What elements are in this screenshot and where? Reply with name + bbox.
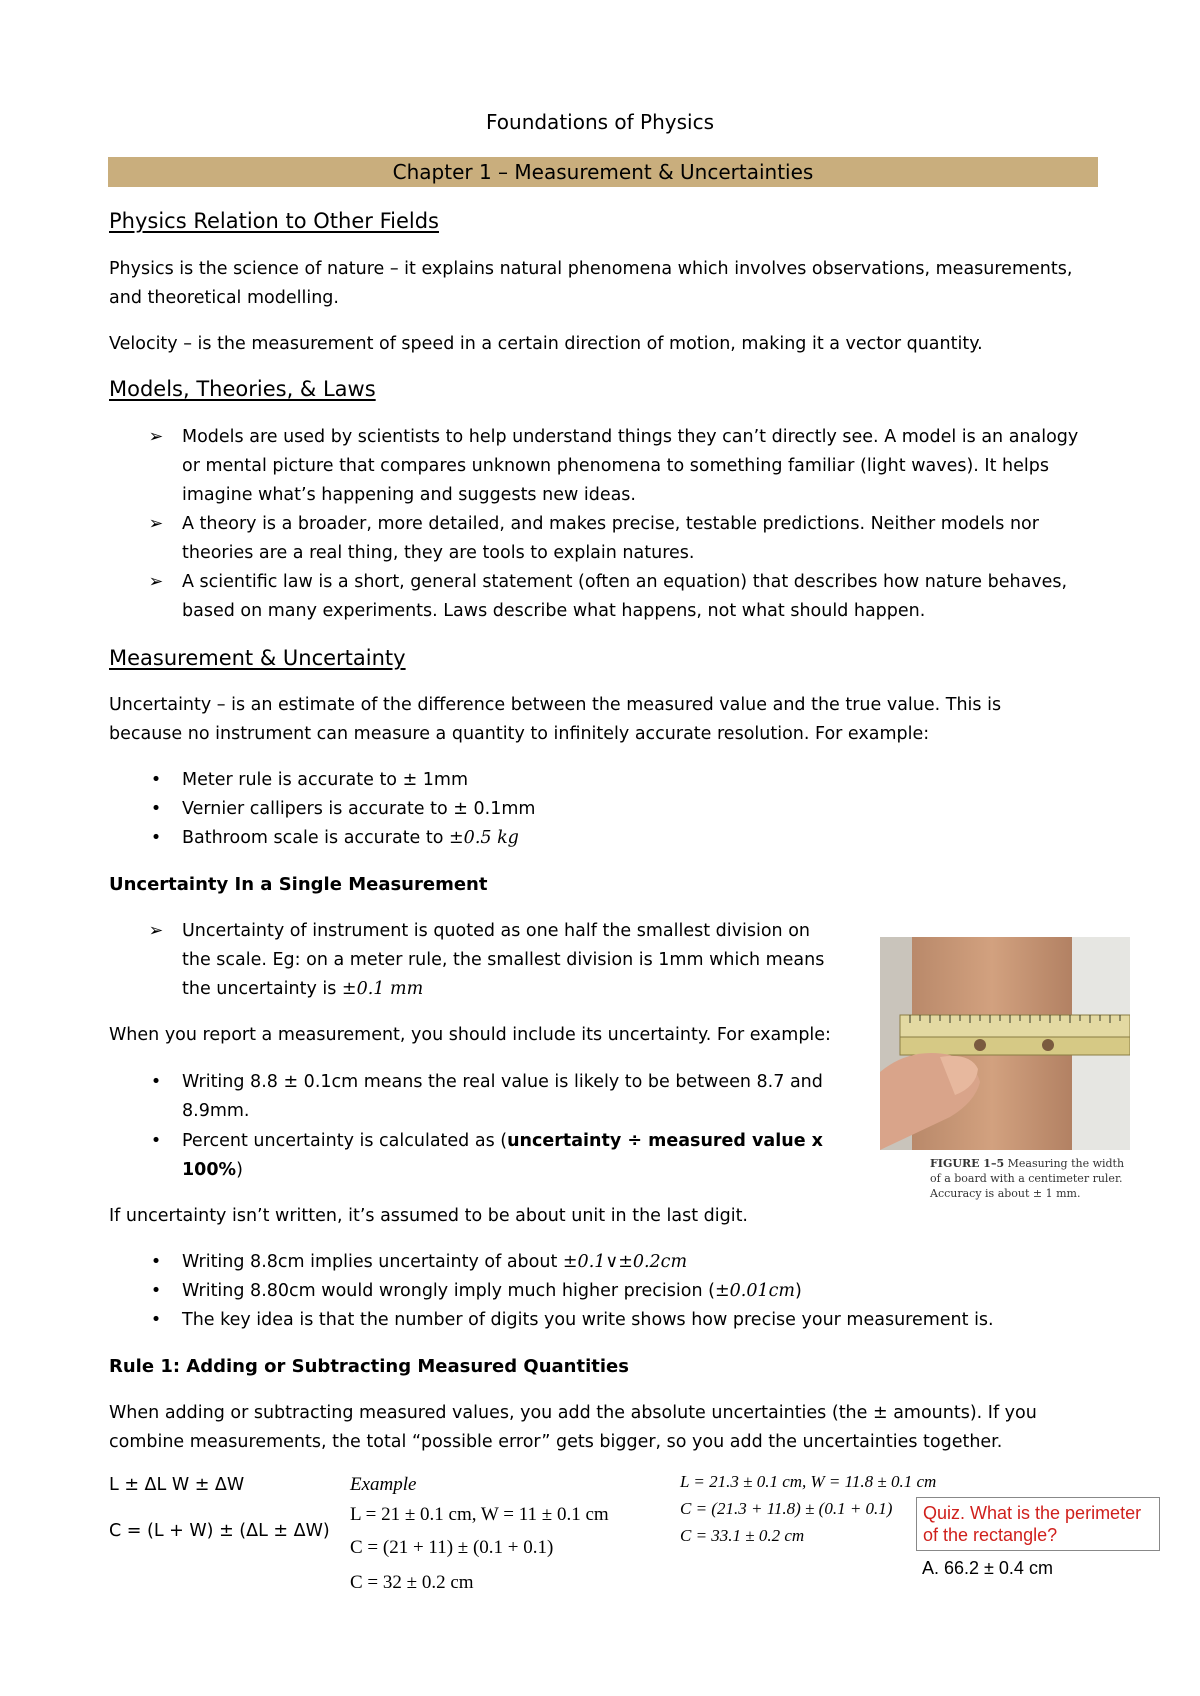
paragraph-uncertainty-l1: Uncertainty – is an estimate of the difference between the measured value and the true value. This is bbox=[109, 695, 1002, 715]
arrow-bullet-icon: ➢ bbox=[148, 427, 164, 447]
example-label: Example bbox=[350, 1474, 417, 1495]
bullet-dot-icon: • bbox=[150, 1310, 162, 1330]
heading-physics-relation: Physics Relation to Other Fields bbox=[109, 209, 439, 233]
bullet-dot-icon: • bbox=[150, 828, 162, 848]
formula-combined: C = (L + W) ± (ΔL ± ΔW) bbox=[109, 1521, 330, 1541]
figure-caption: FIGURE 1–5 Measuring the width of a board with a centimeter ruler. Accuracy is about ± 1 mm. bbox=[930, 1157, 1125, 1200]
bullet-dot-icon: • bbox=[150, 1072, 162, 1092]
paragraph-velocity: Velocity – is the measurement of speed in a certain direction of motion, making it a vector quantity. bbox=[109, 334, 983, 354]
example-line-2: C = (21 + 11) ± (0.1 + 0.1) bbox=[350, 1537, 554, 1558]
quiz-given-line-1: L = 21.3 ± 0.1 cm, W = 11.8 ± 0.1 cm bbox=[680, 1472, 937, 1491]
document-title: Foundations of Physics bbox=[485, 110, 715, 134]
document-page: Foundations of Physics Chapter 1 – Measurement & Uncertainties Physics Relation to Other Fields Physics is the science of nature – it explains natural phenomena which involves observations, measurements, and theoretical modelling. Velocity – is the measurement of speed in a certain direction of motion, making it a vector quantity. Models, Theories, & Laws ➢ Models are used by scientists to help understand things they can’t directly see. A model is an analogy or mental picture that compares unknown phenomena to something familiar (light waves). It helps imagine what’s happening and suggests new ideas. ➢ A theory is a broader, more detailed, and makes precise, testable predictions. Neither models nor theories are a real thing, they are tools to explain natures. ➢ A scientific law is a short, general statement (often an equation) that describes how nature behaves, based on many experiments. Laws describe what happens, not what should happen. Measurement & Uncertainty Uncertainty – is an estimate of the difference between the measured value and the true value. This is because no instrument can measure a quantity to infinitely accurate resolution. For example: • Meter rule is accurate to ± 1mm • Vernier callipers is accurate to ± 0.1mm • Bathroom scale is accurate to ±0.5 kg Uncertainty In a Single Measurement ➢ Uncertainty of instrument is quoted as one half the smallest division on the scale. Eg: on a meter rule, the smallest division is 1mm which means the uncertainty is ±0.1 mm When you report a measurement, you should include its uncertainty. For example: • Writing 8.8 ± 0.1cm means the real value is likely to be between 8.7 and 8.9mm. • Percent uncertainty is calculated as (uncertainty ÷ measured value x 100%) If uncertainty isn’t written, it’s assumed to be about unit in the last digit. • Writing 8.8cm implies uncertainty of about ±0.1∨±0.2cm • Writing 8.80cm would wrongly imply much higher precision (±0.01cm) • The key idea is that the number of digits you write shows how precise your measurement is. FIGURE 1–5 Measuring the width of a board with a centimeter ruler. Accuracy is about ± 1 mm. Rule 1: Adding or Subtracting Measured Quantities When adding or subtracting measured values, you add the absolute uncertainties (the ± amounts). If you combine measurements, the total “possible error” gets bigger, so you add the uncertainties together. L ± ΔL W ± ΔW C = (L + W) ± (ΔL ± ΔW) Example L = 21 ± 0.1 cm, W = 11 ± 0.1 cm C = (21 + 11) ± (0.1 + 0.1) C = 32 ± 0.2 cm L = 21.3 ± 0.1 cm, W = 11.8 ± 0.1 cm C = (21.3 + 11.8) ± (0.1 + 0.1) C = 33.1 ± 0.2 cm Quiz. What is the perimeter of the rectangle? A. 66.2 ± 0.4 cm bbox=[0, 0, 1200, 1696]
formula-variables: L ± ΔL W ± ΔW bbox=[109, 1475, 245, 1495]
bullet-dot-icon: • bbox=[150, 1252, 162, 1272]
quiz-given-line-2: C = (21.3 + 11.8) ± (0.1 + 0.1) bbox=[680, 1499, 893, 1518]
quiz-answer: A. 66.2 ± 0.4 cm bbox=[922, 1558, 1053, 1578]
ruler-measurement-photo bbox=[880, 937, 1130, 1150]
math-expression: ±0.1∨±0.2cm bbox=[562, 1252, 688, 1272]
paragraph-rule-1-l1: When adding or subtracting measured values, you add the absolute uncertainties (the ± amounts). If you bbox=[109, 1403, 1037, 1423]
quiz-given-line-3: C = 33.1 ± 0.2 cm bbox=[680, 1526, 805, 1545]
bullet-dot-icon: • bbox=[150, 770, 162, 790]
example-line-1: L = 21 ± 0.1 cm, W = 11 ± 0.1 cm bbox=[350, 1504, 609, 1525]
chapter-title-bar: Chapter 1 – Measurement & Uncertainties bbox=[108, 157, 1098, 187]
ruler-photo-graphic bbox=[880, 937, 1130, 1150]
heading-single-measurement: Uncertainty In a Single Measurement bbox=[109, 874, 488, 895]
heading-rule-1: Rule 1: Adding or Subtracting Measured Quantities bbox=[109, 1356, 629, 1377]
quiz-box bbox=[916, 1497, 1160, 1551]
math-expression: ±0.5 kg bbox=[449, 828, 519, 848]
paragraph-physics-definition-l1: Physics is the science of nature – it explains natural phenomena which involves observations, measurements, bbox=[109, 259, 1073, 279]
arrow-bullet-icon: ➢ bbox=[148, 921, 164, 941]
quiz-question: Quiz. What is the perimeter of the rectangle? bbox=[923, 1503, 1142, 1545]
heading-models-theories-laws: Models, Theories, & Laws bbox=[109, 377, 376, 401]
arrow-bullet-icon: ➢ bbox=[148, 572, 164, 592]
bullet-dot-icon: • bbox=[150, 1281, 162, 1301]
paragraph-uncertainty-l2: because no instrument can measure a quantity to infinitely accurate resolution. For example: bbox=[109, 724, 930, 744]
paragraph-assumed-uncertainty: If uncertainty isn’t written, it’s assumed to be about unit in the last digit. bbox=[109, 1206, 748, 1226]
math-expression: ±0.1 mm bbox=[341, 979, 424, 999]
bullet-dot-icon: • bbox=[150, 1131, 162, 1151]
paragraph-physics-definition-l2: and theoretical modelling. bbox=[109, 288, 339, 308]
heading-measurement-uncertainty: Measurement & Uncertainty bbox=[109, 646, 406, 670]
paragraph-report-measurement: When you report a measurement, you should include its uncertainty. For example: bbox=[109, 1025, 831, 1045]
paragraph-rule-1-l2: combine measurements, the total “possible error” gets bigger, so you add the uncertainties together. bbox=[109, 1432, 1003, 1452]
example-line-3: C = 32 ± 0.2 cm bbox=[350, 1572, 474, 1593]
math-expression: ±0.01cm bbox=[714, 1281, 795, 1301]
bullet-dot-icon: • bbox=[150, 799, 162, 819]
arrow-bullet-icon: ➢ bbox=[148, 514, 164, 534]
